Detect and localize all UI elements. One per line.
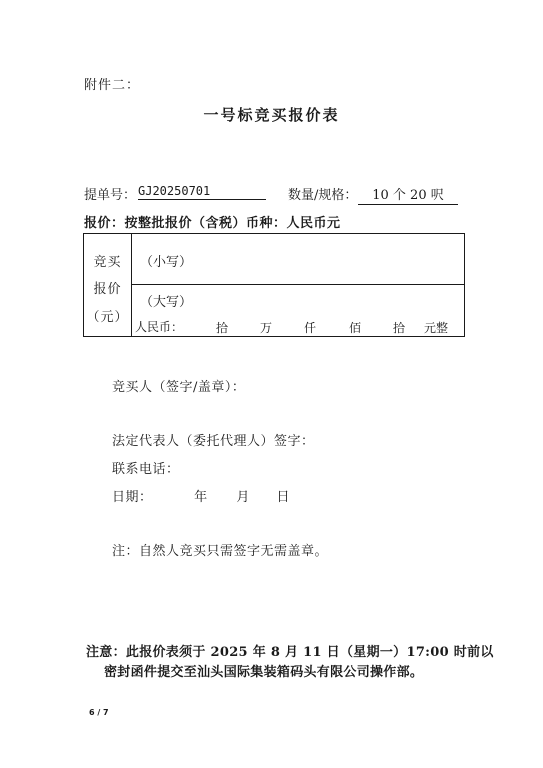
legal-rep-signature-line: 法定代表人（委托代理人）签字： bbox=[112, 434, 315, 449]
quote-instructions: 报价：按整批报价（含税）币种：人民币元 bbox=[84, 216, 341, 231]
page-number: 6 / 7 bbox=[89, 708, 109, 717]
attachment-label: 附件二： bbox=[84, 78, 141, 93]
quantity-value: 10 个 20 呎 bbox=[358, 184, 458, 205]
side-label-line1: 竞买 bbox=[93, 255, 122, 270]
quantity-label: 数量/规格： bbox=[288, 188, 358, 203]
rmb-label: 人民币： bbox=[135, 320, 184, 334]
notice-line1: 注意：此报价表须于 2025 年 8 月 11 日（星期一）17:00 时前以 bbox=[86, 645, 494, 660]
date-year: 年 bbox=[194, 490, 208, 505]
unit-bai: 佰 bbox=[349, 321, 362, 335]
price-table bbox=[83, 233, 465, 337]
unit-shi: 拾 bbox=[393, 321, 406, 335]
unit-yuan-zheng: 元整 bbox=[424, 321, 449, 335]
date-label: 日期： bbox=[112, 490, 153, 505]
table-divider-horizontal bbox=[131, 284, 464, 285]
side-label-line2: 报价 bbox=[93, 282, 122, 297]
phone-label: 联系电话： bbox=[112, 462, 180, 477]
uppercase-amount-label: （大写） bbox=[140, 295, 193, 310]
notice-line2: 密封函件提交至汕头国际集装箱码头有限公司操作部。 bbox=[104, 665, 424, 680]
bidder-signature-line: 竞买人（签字/盖章）： bbox=[112, 380, 246, 395]
date-month: 月 bbox=[236, 490, 250, 505]
unit-wan: 万 bbox=[260, 321, 273, 335]
lowercase-amount-field[interactable]: （小写） bbox=[140, 255, 193, 270]
document-title: 一号标竞买报价表 bbox=[203, 106, 340, 124]
unit-shi-wan: 拾 bbox=[216, 321, 229, 335]
side-label-line3: （元） bbox=[86, 310, 129, 325]
date-day: 日 bbox=[276, 490, 290, 505]
lot-number-label: 提单号： bbox=[84, 188, 137, 203]
lot-number-value: GJ20250701 bbox=[138, 184, 266, 200]
table-divider-vertical bbox=[131, 234, 132, 336]
footnote: 注：自然人竞买只需签字无需盖章。 bbox=[112, 544, 329, 559]
date-line bbox=[112, 486, 290, 505]
unit-qian: 仟 bbox=[304, 321, 317, 335]
